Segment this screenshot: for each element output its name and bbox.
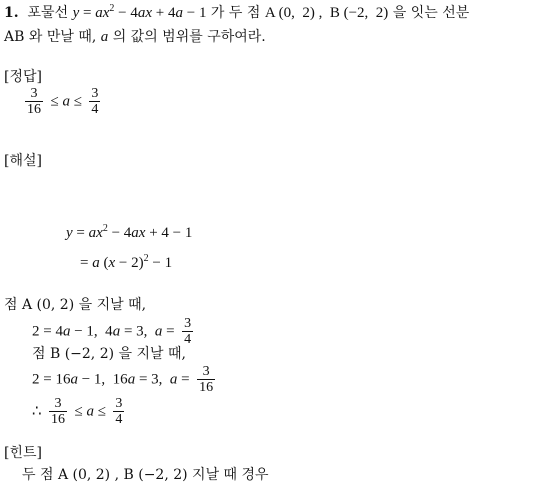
problem-text-a: 포물선 [27,5,69,21]
point-a-condition: 점 A (0, 2) 을 지날 때, [4,297,147,313]
problem-text-e: 의 값의 범위를 구하여라. [112,29,266,45]
therefore-symbol: ∴ [32,403,42,420]
step-a-fraction: $\frac{3}{4}$ [184,316,192,347]
answer-low-fraction: $\frac{3}{16}$ [27,86,41,117]
hint-label: [힌트] [4,445,42,461]
answer-high-fraction: $\frac{3}{4}$ [91,86,99,117]
step-b-fraction: $\frac{3}{16}$ [199,364,214,395]
hint-text: 두 점 A (0, 2) , B (−2, 2) 지날 때 경우 [22,467,269,483]
step-b: 2 = 16a − 1, 16a = 3, a = $\frac{3}{16}$ [32,364,214,395]
answer-inequality: $\frac{3}{16}$ ≤ a ≤ $\frac{3}{4}$ [27,86,99,117]
point-b-condition: 점 B (−2, 2) 을 지날 때, [32,346,186,362]
solution-label: [해설] [4,153,42,169]
problem-line-1 [4,4,469,22]
problem-text-c: 을 잇는 선분 [392,5,470,21]
answer-label: [정답] [4,69,42,85]
variable-a: a [100,29,109,45]
conclusion-low-fraction: $\frac{3}{16}$ [51,396,65,427]
problem-number: 1. [4,5,19,21]
conclusion: ∴ $\frac{3}{16}$ ≤ a ≤ $\frac{3}{4}$ [32,396,123,427]
parabola-equation: $y = ax^2 - 4ax + 4a - 1$ [72,3,207,21]
step-a: 2 = 4a − 1, 4a = 3, a = $\frac{3}{4}$ [32,316,192,347]
problem-text-d: AB 와 만날 때, [4,29,97,45]
point-a: A (0, 2) , B (−2, 2) [264,5,389,21]
problem-line-2 [4,28,266,46]
solution-equation-2: = a $(x - 2)^2 - 1$ [80,253,173,271]
solution-equation-1: $y = ax^2 - 4ax + 4 - 1$ [66,223,193,241]
problem-text-b: 가 두 점 [210,5,261,21]
conclusion-high-fraction: $\frac{3}{4}$ [115,396,123,427]
